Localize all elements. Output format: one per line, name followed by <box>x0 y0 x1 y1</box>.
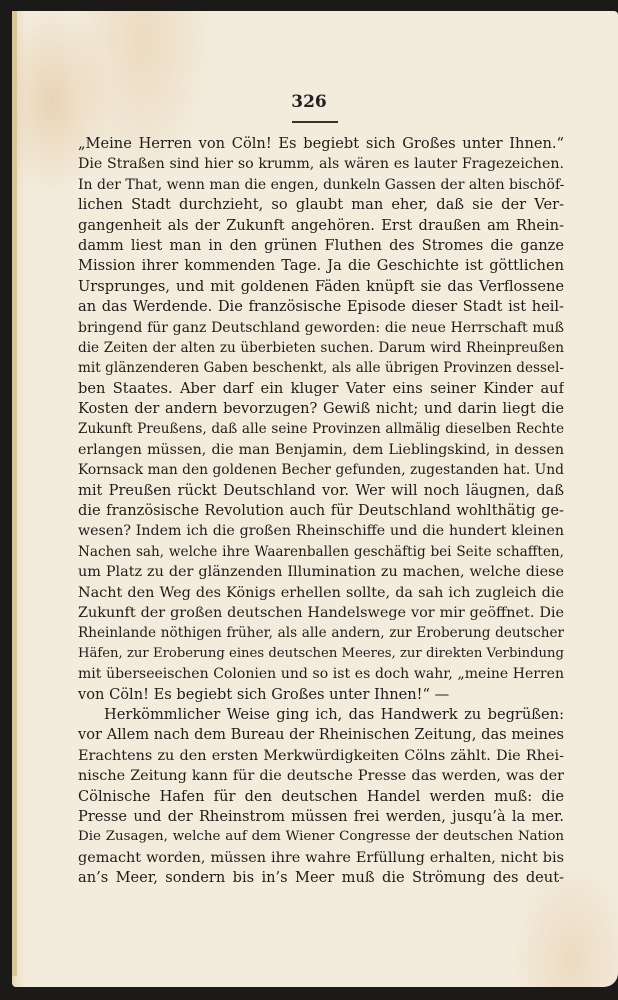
text-line: Erachtens zu den ersten Merkwürdigkeiten Cölns zählt. Die Rhei- <box>78 747 564 764</box>
text-line: „Meine Herren von Cöln! Es begiebt sich Großes unter Ihnen.“ <box>78 135 564 152</box>
page-edge <box>12 11 17 976</box>
text-line: Zukunft Preußens, daß alle seine Provinzen allmälig dieselben Rechte <box>78 421 564 438</box>
text-line: von Cöln! Es begiebt sich Großes unter Ihnen!“ — <box>78 685 450 703</box>
text-line: Ursprunges, und mit goldenen Fäden knüpft sie das Verflossene <box>78 277 564 295</box>
text-line: Die Zusagen, welche auf dem Wiener Congresse der deutschen Nation <box>78 829 564 845</box>
text-line: die französische Revolution auch für Deutschland wohlthätig ge- <box>78 502 564 520</box>
text-line: damm liest man in den grünen Fluthen des Stromes die ganze <box>78 236 564 254</box>
text-line: mit überseeischen Colonien und so ist es doch wahr, „meine Herren <box>78 666 564 683</box>
body-text <box>78 134 564 888</box>
paragraph-start-line: Herkömmlicher Weise ging ich, das Handwerk zu begrüßen: <box>104 705 564 723</box>
text-line: ben Staates. Aber darf ein kluger Vater eins seiner Kinder auf <box>78 379 564 397</box>
text-line: Kornsack man den goldenen Becher gefunden, zugestanden hat. Und <box>78 462 564 479</box>
text-line: Cölnische Hafen für den deutschen Handel werden muß: die <box>78 787 564 805</box>
text-line: Rheinlande nöthigen früher, als alle andern, zur Eroberung deutscher <box>78 625 564 642</box>
text-line: Nachen sah, welche ihre Waarenballen geschäftig bei Seite schafften, <box>78 543 564 560</box>
text-line: wesen? Indem ich die großen Rheinschiffe und die hundert kleinen <box>78 523 564 540</box>
text-line: mit Preußen rückt Deutschland vor. Wer will noch läugnen, daß <box>78 481 564 499</box>
text-line: mit glänzenderen Gaben beschenkt, als alle übrigen Provinzen dessel- <box>78 360 564 377</box>
text-line: die Zeiten der alten zu überbieten suchen. Darum wird Rheinpreußen <box>78 339 564 356</box>
page-number: 326 <box>291 92 327 112</box>
text-line: gangenheit als der Zukunft angehören. Erst draußen am Rhein- <box>78 216 564 234</box>
text-line: um Platz zu der glänzenden Illumination zu machen, welche diese <box>78 564 564 581</box>
text-line: Nacht den Weg des Königs erhellen sollte, da sah ich zugleich die <box>78 584 564 601</box>
text-line: In der That, wenn man die engen, dunkeln Gassen der alten bischöf- <box>78 176 564 193</box>
text-line: an’s Meer, sondern bis in’s Meer muß die Strömung des deut- <box>78 869 564 887</box>
text-line: Die Straßen sind hier so krumm, als wären es lauter Fragezeichen. <box>78 156 564 173</box>
text-line: an das Werdende. Die französische Episode dieser Stadt ist heil- <box>78 298 564 316</box>
text-line: erlangen müssen, die man Benjamin, dem Lieblingskind, in dessen <box>78 441 564 458</box>
text-line: Häfen, zur Eroberung eines deutschen Meeres, zur direkten Verbindung <box>78 645 564 661</box>
text-line: Kosten der andern bevorzugen? Gewiß nicht; und darin liegt die <box>78 400 564 418</box>
text-line: nische Zeitung kann für die deutsche Presse das werden, was der <box>78 768 564 785</box>
text-line: Presse und der Rheinstrom müssen frei werden, jusqu’à la mer. <box>78 807 564 825</box>
text-line: Mission ihrer kommenden Tage. Ja die Geschichte ist göttlichen <box>78 257 564 275</box>
text-line: vor Allem nach dem Bureau der Rheinischen Zeitung, das meines <box>78 726 564 744</box>
text-line: gemacht worden, müssen ihre wahre Erfüllung erhalten, nicht bis <box>78 849 564 866</box>
text-line: bringend für ganz Deutschland geworden: die neue Herrschaft muß <box>78 319 564 336</box>
text-line: lichen Stadt durchzieht, so glaubt man eher, daß sie der Ver- <box>78 196 564 214</box>
page-number-rule <box>292 121 338 123</box>
text-line: Zukunft der großen deutschen Handelswege vor mir geöffnet. Die <box>78 604 564 621</box>
